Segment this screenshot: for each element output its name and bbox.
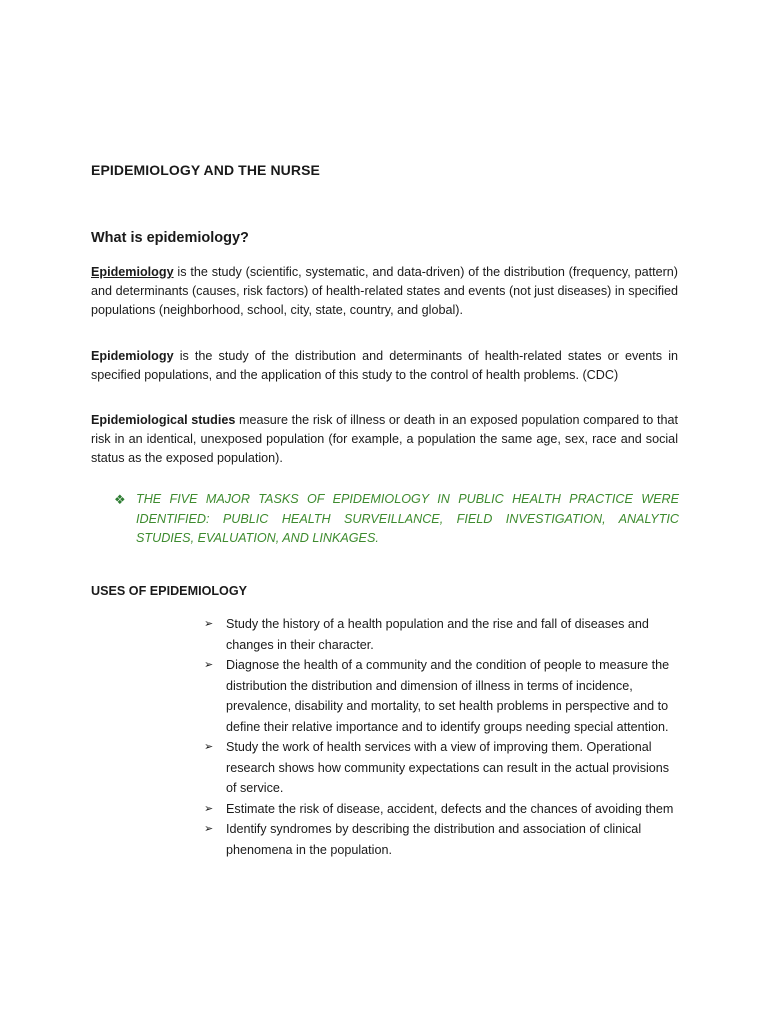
definition-paragraph-1 [91,263,678,320]
arrow-bullet-icon: ➢ [204,659,214,671]
arrow-bullet-icon: ➢ [204,618,214,630]
list-item [204,799,674,820]
list-item-text: Study the history of a health population and the rise and fall of diseases and changes in their character. [226,617,649,652]
definition-term-3: Epidemiological studies [91,413,236,427]
list-item [204,819,674,860]
definition-paragraph-3 [91,411,678,468]
list-item-text: Identify syndromes by describing the distribution and association of clinical phenomena in the population. [226,822,642,857]
callout-text: THE FIVE MAJOR TASKS OF EPIDEMIOLOGY IN PUBLIC HEALTH PRACTICE WERE IDENTIFIED: PUBLIC HEALTH SURVEILLANCE, FIELD INVESTIGATION, ANALYTIC STUDIES, EVALUATION, AND LINKAGES. [136,492,679,545]
list-item-text: Study the work of health services with a view of improving them. Operational research shows how community expectations can result in the actual provisions of service. [226,740,670,795]
definition-text-2: is the study of the distribution and determinants of health-related states or events in specified populations, and the application of this study to the control of health problems. (CDC) [91,349,678,382]
uses-heading: USES OF EPIDEMIOLOGY [91,584,248,598]
list-item-text: Estimate the risk of disease, accident, defects and the chances of avoiding them [226,801,674,816]
five-tasks-callout [114,490,679,549]
list-item [204,655,674,737]
arrow-bullet-icon: ➢ [204,823,214,835]
definition-term-1: Epidemiology [91,265,174,279]
diamond-bullet-icon: ❖ [114,492,126,507]
definition-text-1: is the study (scientific, systematic, and data-driven) of the distribution (frequency, pattern) and determinants (causes, risk factors) of health-related states and events (not just diseases) in specified populations (neighborhood, school, city, state, country, and global). [91,265,678,317]
list-item [204,737,674,799]
arrow-bullet-icon: ➢ [204,741,214,753]
section-heading: What is epidemiology? [91,230,249,246]
uses-list [204,614,674,860]
list-item-text: Diagnose the health of a community and the condition of people to measure the distribution the distribution and dimension of illness in terms of incidence, prevalence, disability and mortality, to set health problems in perspective and to define their relative importance and to identify groups needing special attention. [226,658,670,734]
definition-term-2: Epidemiology [91,349,174,363]
definition-paragraph-2 [91,347,678,385]
arrow-bullet-icon: ➢ [204,802,214,815]
definition-text-3: measure the risk of illness or death in an exposed population compared to that risk in an identical, unexposed population (for example, a population the same age, sex, race and social status as the exposed population). [91,413,678,465]
document-title: EPIDEMIOLOGY AND THE NURSE [91,162,320,178]
list-item [204,614,674,655]
